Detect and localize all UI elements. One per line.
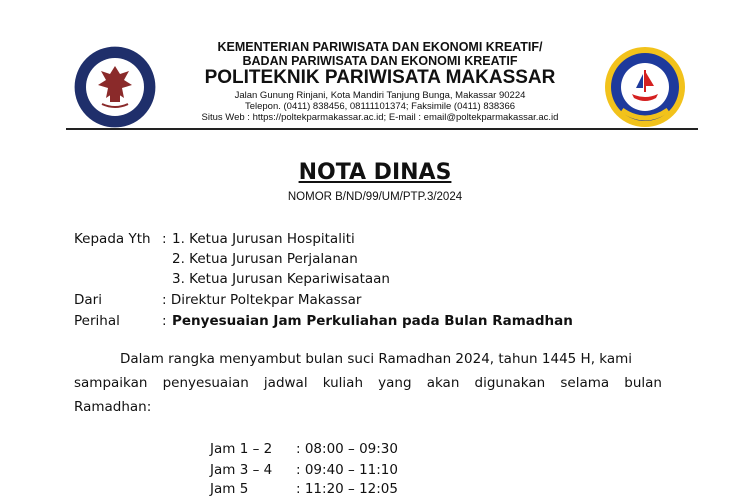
body-paragraph-line3: Ramadhan: <box>74 399 152 415</box>
kepada-label: Kepada Yth <box>74 231 151 247</box>
schedule-label: Jam 1 – 2 <box>210 441 273 457</box>
letterhead-phone: Telepon. (0411) 838456, 08111101374; Faksimile (0411) 838366 <box>244 101 516 112</box>
schedule-label: Jam 5 <box>210 481 249 497</box>
letterhead-divider <box>66 128 698 130</box>
schedule-time: : 11:20 – 12:05 <box>296 481 398 497</box>
kepada-item-3: 3. Ketua Jurusan Kepariwisataan <box>172 271 390 287</box>
dari-value: : Direktur Poltekpar Makassar <box>162 292 362 308</box>
letterhead-ministry-line2: BADAN PARIWISATA DAN EKONOMI KREATIF <box>242 54 518 68</box>
letterhead-ministry-line1: KEMENTERIAN PARIWISATA DAN EKONOMI KREATIF/ <box>217 40 543 54</box>
schedule-label: Jam 3 – 4 <box>210 462 273 478</box>
perihal-colon: : <box>162 313 167 329</box>
schedule-time: : 09:40 – 11:10 <box>296 462 398 478</box>
body-paragraph-line2: sampaikan penyesuaian jadwal kuliah yang akan digunakan selama bulan <box>74 375 662 391</box>
perihal-label: Perihal <box>74 313 120 329</box>
letterhead-institution: POLITEKNIK PARIWISATA MAKASSAR <box>204 67 556 88</box>
kepada-colon: : <box>162 231 167 247</box>
body-paragraph-line1: Dalam rangka menyambut bulan suci Ramadhan 2024, tahun 1445 H, kami <box>120 351 633 367</box>
dari-label: Dari <box>74 292 102 308</box>
kepada-item-1: 1. Ketua Jurusan Hospitaliti <box>172 231 355 247</box>
letterhead-address: Jalan Gunung Rinjani, Kota Mandiri Tanjung Bunga, Makassar 90224 <box>234 90 526 101</box>
document-title: NOTA DINAS <box>298 160 452 185</box>
letterhead-web: Situs Web : https://poltekparmakassar.ac.id; E-mail : email@poltekparmakassar.ac.id <box>201 112 559 123</box>
kepada-item-2: 2. Ketua Jurusan Perjalanan <box>172 251 358 267</box>
schedule-time: : 08:00 – 09:30 <box>296 441 398 457</box>
perihal-value: Penyesuaian Jam Perkuliahan pada Bulan Ramadhan <box>172 313 573 329</box>
document-number: NOMOR B/ND/99/UM/PTP.3/2024 <box>287 191 463 203</box>
